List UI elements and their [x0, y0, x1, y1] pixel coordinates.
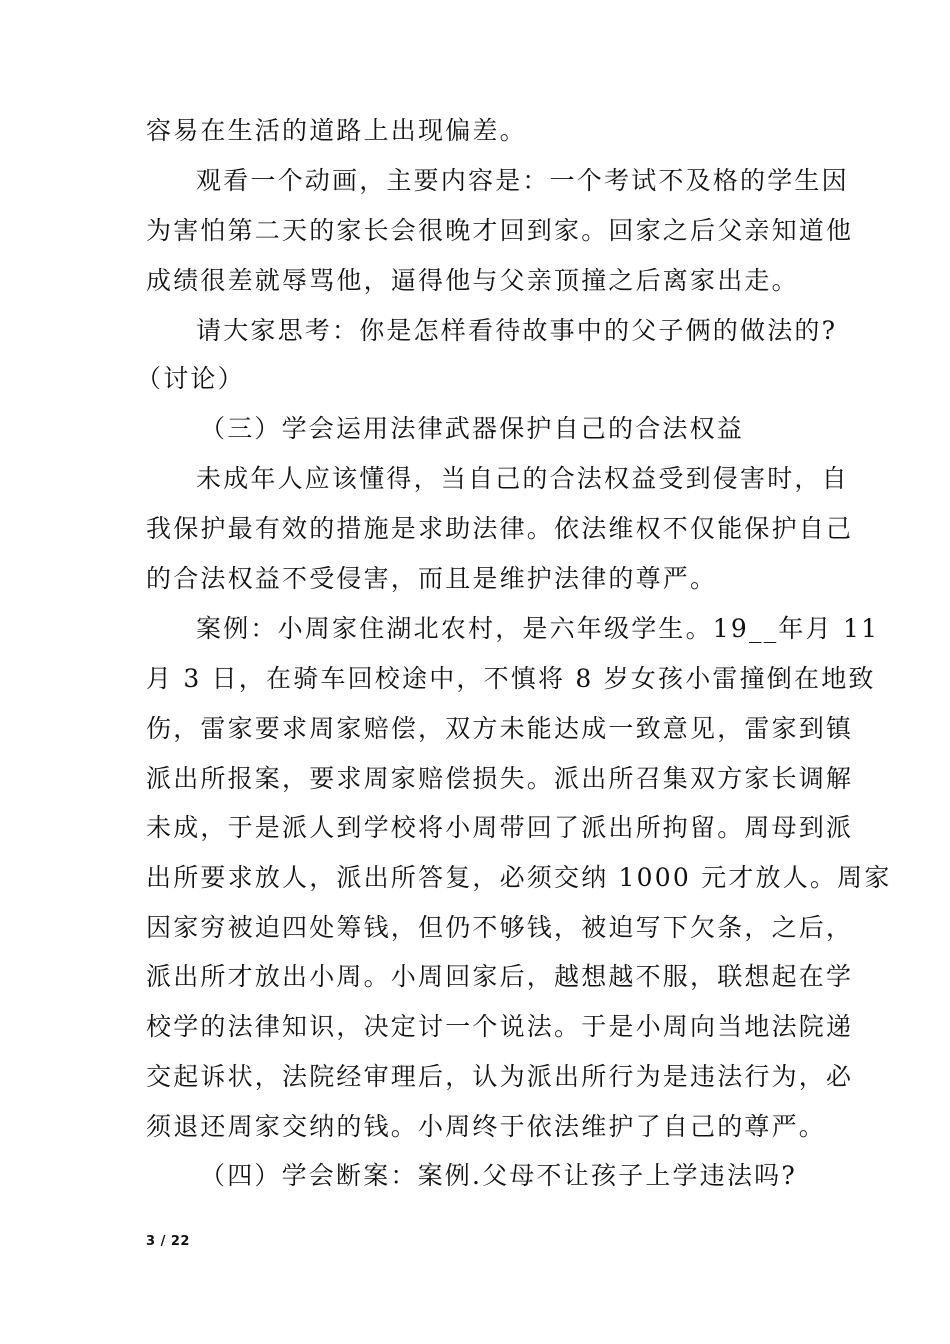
text-line: 观看一个动画，主要内容是：一个考试不及格的学生因 — [196, 166, 849, 195]
text-line: 交起诉状，法院经审理后，认为派出所行为是违法行为，必 — [146, 1062, 854, 1091]
text-line: （讨论） — [136, 364, 245, 393]
section-heading: （四）学会断案：案例.父母不让孩子上学违法吗? — [200, 1161, 797, 1190]
text-line: 未成，于是派人到学校将小周带回了派出所拘留。周母到派 — [146, 813, 854, 842]
text-line: 案例：小周家住湖北农村，是六年级学生。19__年月 11 — [196, 614, 880, 643]
text-line: 成绩很差就辱骂他，逼得他与父亲顶撞之后离家出走。 — [146, 266, 799, 295]
text-line: 校学的法律知识，决定讨一个说法。于是小周向当地法院递 — [146, 1012, 854, 1041]
text-line: 派出所报案，要求周家赔偿损失。派出所召集双方家长调解 — [146, 764, 854, 793]
text-line: 未成年人应该懂得，当自己的合法权益受到侵害时，自 — [196, 464, 849, 493]
text-line: 派出所才放出小周。小周回家后，越想越不服，联想起在学 — [146, 962, 854, 991]
text-line: 须退还周家交纳的钱。小周终于依法维护了自己的尊严。 — [146, 1112, 827, 1141]
page-number: 3 / 22 — [146, 1234, 190, 1249]
text-line: 的合法权益不受侵害，而且是维护法律的尊严。 — [146, 564, 718, 593]
text-line: 我保护最有效的措施是求助法律。依法维权不仅能保护自己 — [146, 514, 854, 543]
text-line: 请大家思考：你是怎样看待故事中的父子俩的做法的? — [196, 316, 838, 345]
section-heading: （三）学会运用法律武器保护自己的合法权益 — [200, 414, 745, 443]
text-line: 月 3 日，在骑车回校途中，不慎将 8 岁女孩小雷撞倒在地致 — [146, 664, 876, 693]
text-line: 出所要求放人，派出所答复，必须交纳 1000 元才放人。周家 — [146, 863, 892, 892]
text-line: 伤，雷家要求周家赔偿，双方未能达成一致意见，雷家到镇 — [146, 714, 854, 743]
text-line: 容易在生活的道路上出现偏差。 — [146, 116, 527, 145]
text-line: 因家穷被迫四处筹钱，但仍不够钱，被迫写下欠条，之后， — [146, 913, 854, 942]
text-line: 为害怕第二天的家长会很晚才回到家。回家之后父亲知道他 — [146, 216, 854, 245]
